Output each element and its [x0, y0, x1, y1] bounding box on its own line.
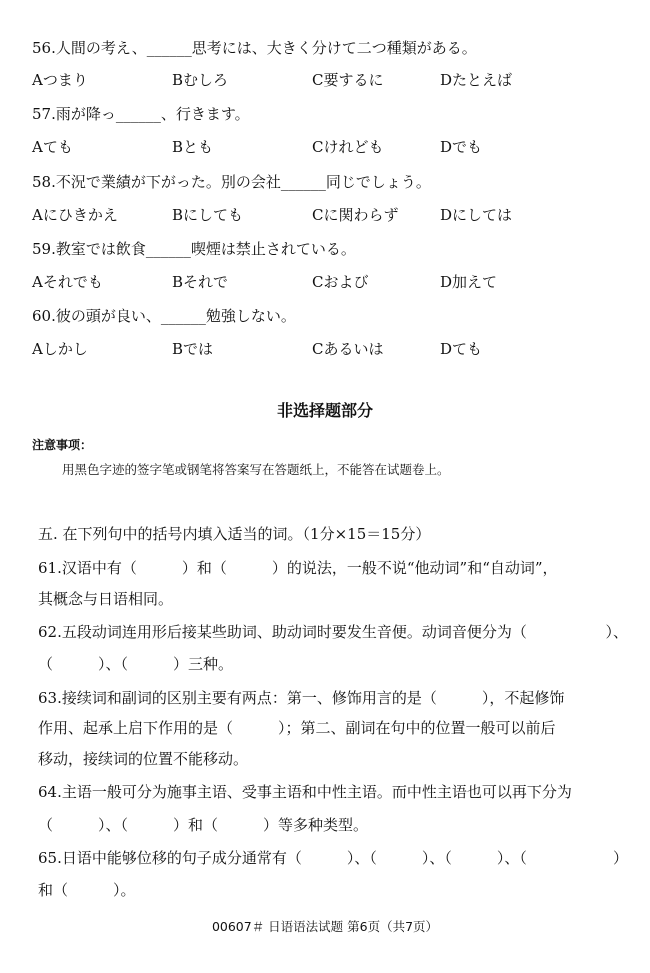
fill-line-text: 62.五段动词连用形后接某些助词、助动词时要发生音便。动词音便分为（	[38, 623, 527, 641]
option-d: Dにしては	[440, 206, 513, 224]
option-a: Aしかし	[32, 340, 88, 358]
question-58: 58.不況で業績が下がった。別の会社______同じでしょう。	[32, 173, 431, 191]
fill-line	[38, 558, 628, 578]
option-d: Dたとえば	[440, 71, 513, 89]
option-a: Aても	[32, 138, 73, 156]
fill-line-end: ）、	[605, 623, 628, 641]
question-60: 60.彼の頭が良い、______勉強しない。	[32, 307, 296, 325]
section-5-heading: 五. 在下列句中的括号内填入适当的词。（1分×15＝15分）	[38, 525, 431, 543]
option-c: Cあるいは	[312, 340, 384, 358]
section-title: 非选择题部分	[276, 401, 373, 420]
option-d: Dでも	[440, 138, 483, 156]
fill-line-text: 64.主语一般可分为施事主语、受事主语和中性主语。而中性主语也可以再下分为	[38, 783, 572, 801]
question-57: 57.雨が降っ______、行きます。	[32, 105, 250, 123]
option-d: D加えて	[440, 273, 498, 291]
question-59: 59.教室では飲食______喫煙は禁止されている。	[32, 240, 356, 258]
option-d: Dても	[440, 340, 483, 358]
fill-line-text: 和（ ）。	[38, 881, 136, 899]
fill-line	[38, 718, 628, 738]
option-a: Aつまり	[32, 71, 88, 89]
fill-line-text: 移动，接续词的位置不能移动。	[38, 750, 249, 768]
fill-line	[38, 622, 628, 642]
page-footer: 00607＃ 日语语法试题 第6页（共7页）	[211, 919, 439, 934]
fill-line	[38, 654, 628, 674]
fill-line-text: （ ）、（ ）三种。	[38, 655, 234, 673]
notice-label: 注意事项：	[32, 438, 93, 452]
fill-line-text: 61.汉语中有（ ）和（ ）的说法，一般不说“他动词”和“自动词”，	[38, 559, 558, 577]
fill-line-text: 65.日语中能够位移的句子成分通常有（ ）、（ ）、（ ）、（	[38, 849, 527, 867]
option-a: Aにひきかえ	[32, 206, 118, 224]
option-b: Bそれで	[172, 273, 229, 291]
fill-line-end: ）	[612, 849, 628, 867]
notice-text: 用黑色字迹的签字笔或钢笔将答案写在答题纸上，不能答在试题卷上。	[62, 462, 450, 477]
option-b: Bにしても	[172, 206, 244, 224]
fill-line	[38, 589, 628, 609]
fill-line-text: （ ）、（ ）和（ ）等多种类型。	[38, 816, 369, 834]
option-c: C要するに	[312, 71, 384, 89]
fill-line	[38, 880, 628, 900]
fill-line-text: 63.接续词和副词的区别主要有两点：第一、修饰用言的是（ ），不起修饰	[38, 689, 565, 707]
fill-line	[38, 815, 628, 835]
fill-line	[38, 848, 628, 868]
option-b: Bむしろ	[172, 71, 229, 89]
fill-line-text: 其概念与日语相同。	[38, 590, 174, 608]
option-b: Bとも	[172, 138, 214, 156]
fill-line	[38, 782, 628, 802]
option-c: Cけれども	[312, 138, 384, 156]
fill-line-text: 作用、起承上启下作用的是（ ）；第二、副词在句中的位置一般可以前后	[38, 719, 556, 737]
fill-line	[38, 749, 628, 769]
option-a: Aそれでも	[32, 273, 103, 291]
option-c: Cおよび	[312, 273, 369, 291]
option-c: Cに関わらず	[312, 206, 399, 224]
option-b: Bでは	[172, 340, 214, 358]
question-56: 56.人間の考え、______思考には、大きく分けて二つ種類がある。	[32, 39, 477, 57]
fill-line	[38, 688, 628, 708]
